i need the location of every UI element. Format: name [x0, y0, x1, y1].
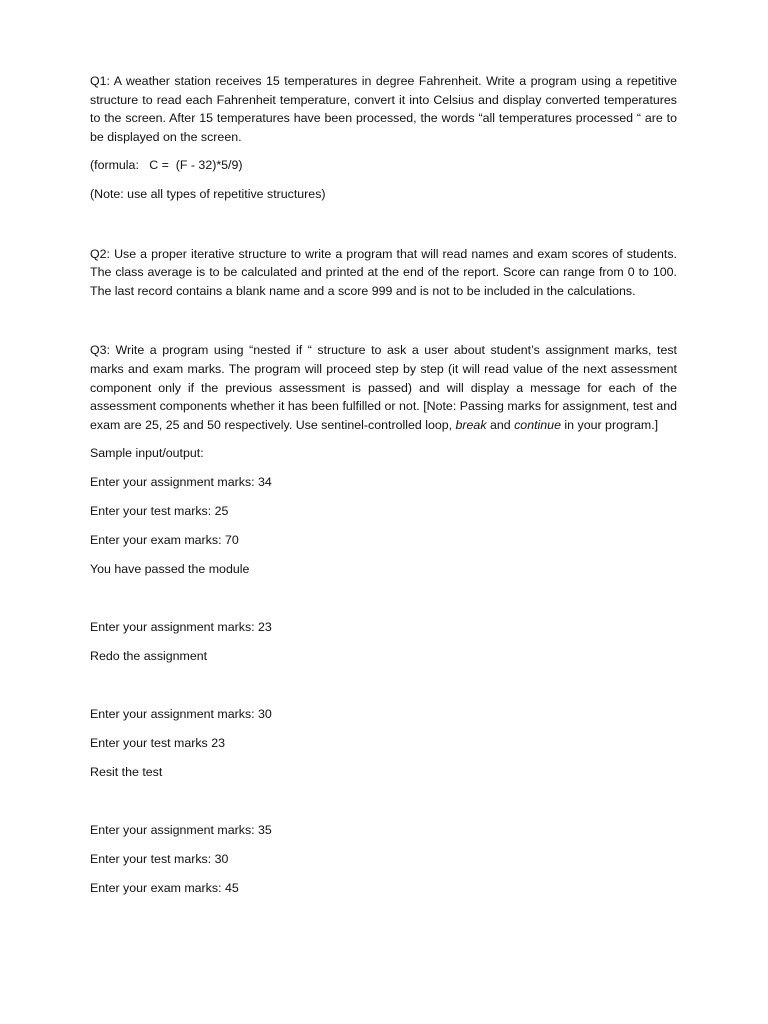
question-2-label: Q2: [90, 246, 110, 261]
sample-line: Enter your assignment marks: 34 [90, 475, 272, 490]
document-page [90, 72, 677, 908]
break-keyword: break [455, 417, 487, 432]
sample-line: Enter your assignment marks: 23 [90, 620, 272, 635]
question-3-text-end: in your program.] [564, 417, 659, 432]
sample-line: Resit the test [90, 765, 163, 780]
sample-io [90, 444, 677, 908]
sample-line: Enter your assignment marks: 35 [90, 823, 272, 838]
question-2-text: Use a proper iterative structure to write a program that will read names and exam scores of students. The class average is to be calculated and printed at the end of the report. Score can range from 0 to 100. The last record contains a blank name and a score 999 and is not to be included in the calculations. [90, 246, 677, 298]
question-2 [90, 245, 677, 301]
question-3-label: Q3: [90, 343, 110, 358]
question-3 [90, 341, 677, 434]
sample-line: Enter your exam marks: 45 [90, 881, 239, 896]
sample-heading: Sample input/output: [90, 446, 204, 461]
sample-spacer [90, 792, 677, 821]
sample-line: You have passed the module [90, 562, 250, 577]
sample-line: Enter your test marks: 30 [90, 852, 229, 867]
formula: (formula: C = (F - 32)*5/9) [90, 158, 243, 173]
spacer [90, 310, 677, 341]
continue-keyword: continue [514, 417, 561, 432]
spacer [90, 204, 677, 245]
question-1-text: A weather station receives 15 temperatures in degree Fahrenheit. Write a program using a repetitive structure to read each Fahrenheit temperature, convert it into Celsius and display converted temperatures to the screen. After 15 temperatures have been processed, the words “all temperatures processed “ are to be displayed on the screen. [90, 74, 677, 144]
sample-line: Enter your test marks: 25 [90, 504, 229, 519]
sample-spacer [90, 589, 677, 618]
sample-line: Enter your test marks 23 [90, 736, 225, 751]
sample-spacer [90, 676, 677, 705]
question-1-note: (Note: use all types of repetitive structures) [90, 186, 326, 201]
sample-line: Enter your assignment marks: 30 [90, 707, 272, 722]
question-1-label: Q1: [90, 74, 110, 88]
question-3-text: Write a program using “nested if “ structure to ask a user about student’s assignment marks, test marks and exam marks. The program will proceed step by step (it will read value of the next assessment component only if the previous assessment is passed) and will display a message for each of the assessment components whether it has been fulfilled or not. [Note: Passing marks for assignment, test and exam are 25, 25 and 50 respectively. Use sentinel-controlled loop, [90, 343, 677, 432]
question-1 [90, 72, 677, 146]
sample-line: Enter your exam marks: 70 [90, 533, 239, 548]
sample-line: Redo the assignment [90, 649, 208, 664]
and-word: and [489, 417, 511, 432]
